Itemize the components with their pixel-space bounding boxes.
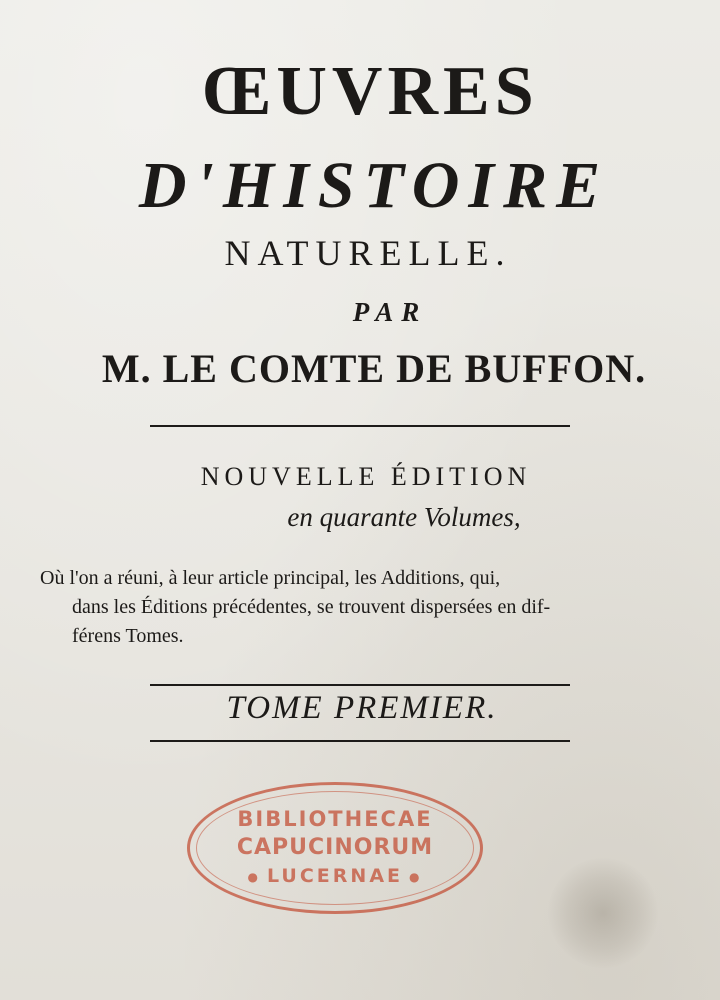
- library-stamp: [187, 782, 483, 914]
- divider-tome-top: [150, 684, 570, 686]
- edition-volumes: en quarante Volumes,: [287, 502, 521, 532]
- stamp-line-1: BIBLIOTHECAE: [237, 807, 433, 831]
- title-naturelle: NATURELLE.: [224, 233, 512, 273]
- stamp-line-3-text: LUCERNAE: [267, 865, 403, 887]
- description-line-1: Où l'on a réuni, à leur article principal, les Additions, qui,: [40, 567, 501, 589]
- edition-description: [40, 564, 690, 651]
- stamp-line-3: [190, 865, 480, 887]
- title-par: PAR: [352, 297, 428, 327]
- divider-top: [150, 425, 570, 427]
- description-line-2: dans les Éditions précédentes, se trouvent dispersées en dif-: [72, 596, 551, 618]
- edition-heading: NOUVELLE ÉDITION: [200, 462, 532, 491]
- stamp-dot-icon: ●: [409, 869, 423, 884]
- author-name: M. LE COMTE DE BUFFON.: [101, 346, 647, 391]
- foxing-stain: [548, 858, 658, 968]
- divider-tome-bottom: [150, 740, 570, 742]
- stamp-dot-icon: ●: [247, 869, 261, 884]
- tome-label: TOME PREMIER.: [226, 690, 498, 726]
- stamp-line-2: CAPUCINORUM: [236, 835, 434, 860]
- title-oeuvres: ŒUVRES: [201, 53, 539, 130]
- description-line-3: férens Tomes.: [72, 625, 184, 647]
- title-histoire: D'HISTOIRE: [138, 149, 610, 222]
